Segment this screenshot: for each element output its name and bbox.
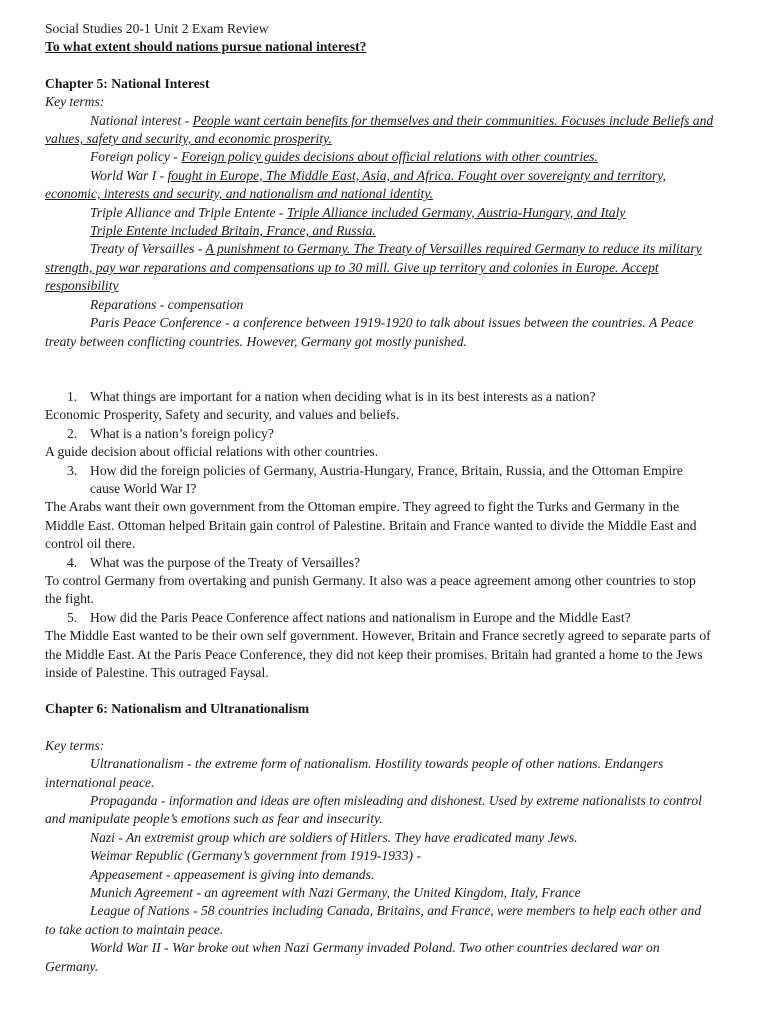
term-definition: fought in Europe, The Middle East, Asia, and Africa. Fought over sovereignty and territory, economic, interests and security, and nationalism and national identity.	[45, 167, 666, 202]
spacer	[45, 682, 715, 700]
term-nazi: Nazi - An extremist group which are soldiers of Hitlers. They have eradicated many Jews.	[90, 829, 578, 845]
term-munich-agreement: Munich Agreement - an agreement with Nazi Germany, the United Kingdom, Italy, France	[90, 885, 581, 901]
term-appeasement: Appeasement - appeasement is giving into demands.	[90, 866, 375, 882]
document-page	[45, 20, 715, 976]
question-item	[45, 462, 715, 499]
term-label: Treaty of Versailles -	[90, 241, 206, 257]
question-number: 5.	[67, 609, 78, 625]
term-label: National interest -	[90, 112, 193, 128]
chapter5-title: Chapter 5: National Interest	[45, 75, 210, 91]
question-item	[45, 609, 715, 627]
question-text: How did the foreign policies of Germany, Austria-Hungary, France, Britain, Russia, and the Ottoman Empire cause World War I?	[90, 462, 683, 496]
term-definition: Foreign policy guides decisions about official relations with other countries.	[181, 149, 598, 165]
answer-text: A guide decision about official relations with other countries.	[45, 444, 379, 460]
term-label: Triple Alliance and Triple Entente -	[90, 204, 287, 220]
question-item	[45, 425, 715, 443]
term-definition: Triple Alliance included Germany, Austria-Hungary, and Italy	[286, 204, 626, 220]
question-item	[45, 388, 715, 406]
answer-text: Economic Prosperity, Safety and security, and values and beliefs.	[45, 407, 400, 423]
question-text: What was the purpose of the Treaty of Versailles?	[90, 554, 361, 570]
term-propaganda: Propaganda - information and ideas are often misleading and dishonest. Used by extreme nationalists to control and manipulate people’s emotions such as fear and insecurity.	[45, 793, 702, 827]
term-definition: Triple Entente included Britain, France, and Russia.	[90, 223, 376, 239]
main-question: To what extent should nations pursue national interest?	[45, 39, 367, 55]
term-weimar-republic: Weimar Republic (Germany’s government from 1919-1933) -	[90, 848, 421, 864]
question-text: What things are important for a nation when deciding what is in its best interests as a nation?	[90, 388, 596, 404]
question-item	[45, 554, 715, 572]
term-label: Foreign policy -	[90, 149, 182, 165]
chapter6-key-terms-label: Key terms:	[45, 737, 105, 753]
answer-text: The Middle East wanted to be their own self government. However, Britain and France secretly agreed to separate parts of the Middle East. At the Paris Peace Conference, they did not keep their promises. Britain had granted a home to the Jews inside of Palestine. This outraged Faysal.	[45, 628, 711, 680]
spacer	[45, 719, 715, 737]
chapter5-key-terms-label: Key terms:	[45, 94, 105, 110]
question-number: 2.	[67, 425, 78, 441]
term-definition: People want certain benefits for themselves and their communities. Focuses include Beliefs and values, safety and security, and economic prosperity.	[45, 112, 714, 147]
chapter6-title: Chapter 6: Nationalism and Ultranationalism	[45, 701, 310, 717]
term-league-of-nations: League of Nations - 58 countries including Canada, Britains, and France, were members to help each other and to take action to maintain peace.	[45, 903, 702, 937]
term-foreign-policy	[45, 148, 715, 166]
question-number: 3.	[67, 462, 78, 478]
term-triple-entente-line	[45, 222, 715, 240]
term-paris-peace-conference: Paris Peace Conference - a conference between 1919-1920 to talk about issues between the countries. A Peace treaty between conflicting countries. However, Germany got mostly punished.	[45, 315, 694, 349]
spacer	[45, 57, 715, 75]
answer-text: The Arabs want their own government from the Ottoman empire. They agreed to fight the Turks and Germany in the Middle East. Ottoman helped Britain gain control of Palestine. Britain and France wanted to divide the Middle East and control oil there.	[45, 499, 697, 552]
term-reparations: Reparations - compensation	[90, 296, 244, 312]
question-text: What is a nation’s foreign policy?	[90, 425, 274, 441]
term-world-war-one	[45, 167, 715, 204]
question-text: How did the Paris Peace Conference affect nations and nationalism in Europe and the Middle East?	[90, 609, 631, 625]
question-number: 1.	[67, 388, 78, 404]
term-national-interest	[45, 112, 715, 149]
course-title: Social Studies 20-1 Unit 2 Exam Review	[45, 21, 269, 36]
term-triple-alliance-entente	[45, 204, 715, 222]
term-world-war-two: World War II - War broke out when Nazi Germany invaded Poland. Two other countries declared war on Germany.	[45, 940, 660, 974]
term-definition: A punishment to Germany. The Treaty of Versailles required Germany to reduce its military strength, pay war reparations and compensations up to 30 mill. Give up territory and colonies in Europe. Accept responsibility	[45, 241, 702, 294]
question-number: 4.	[67, 554, 78, 570]
term-ultranationalism: Ultranationalism - the extreme form of nationalism. Hostility towards people of other nations. Endangers international peace.	[45, 756, 664, 790]
term-treaty-of-versailles	[45, 240, 715, 295]
spacer	[45, 351, 715, 388]
term-label: World War I -	[90, 167, 168, 183]
answer-text: To control Germany from overtaking and punish Germany. It also was a peace agreement among other countries to stop the fight.	[45, 572, 696, 607]
